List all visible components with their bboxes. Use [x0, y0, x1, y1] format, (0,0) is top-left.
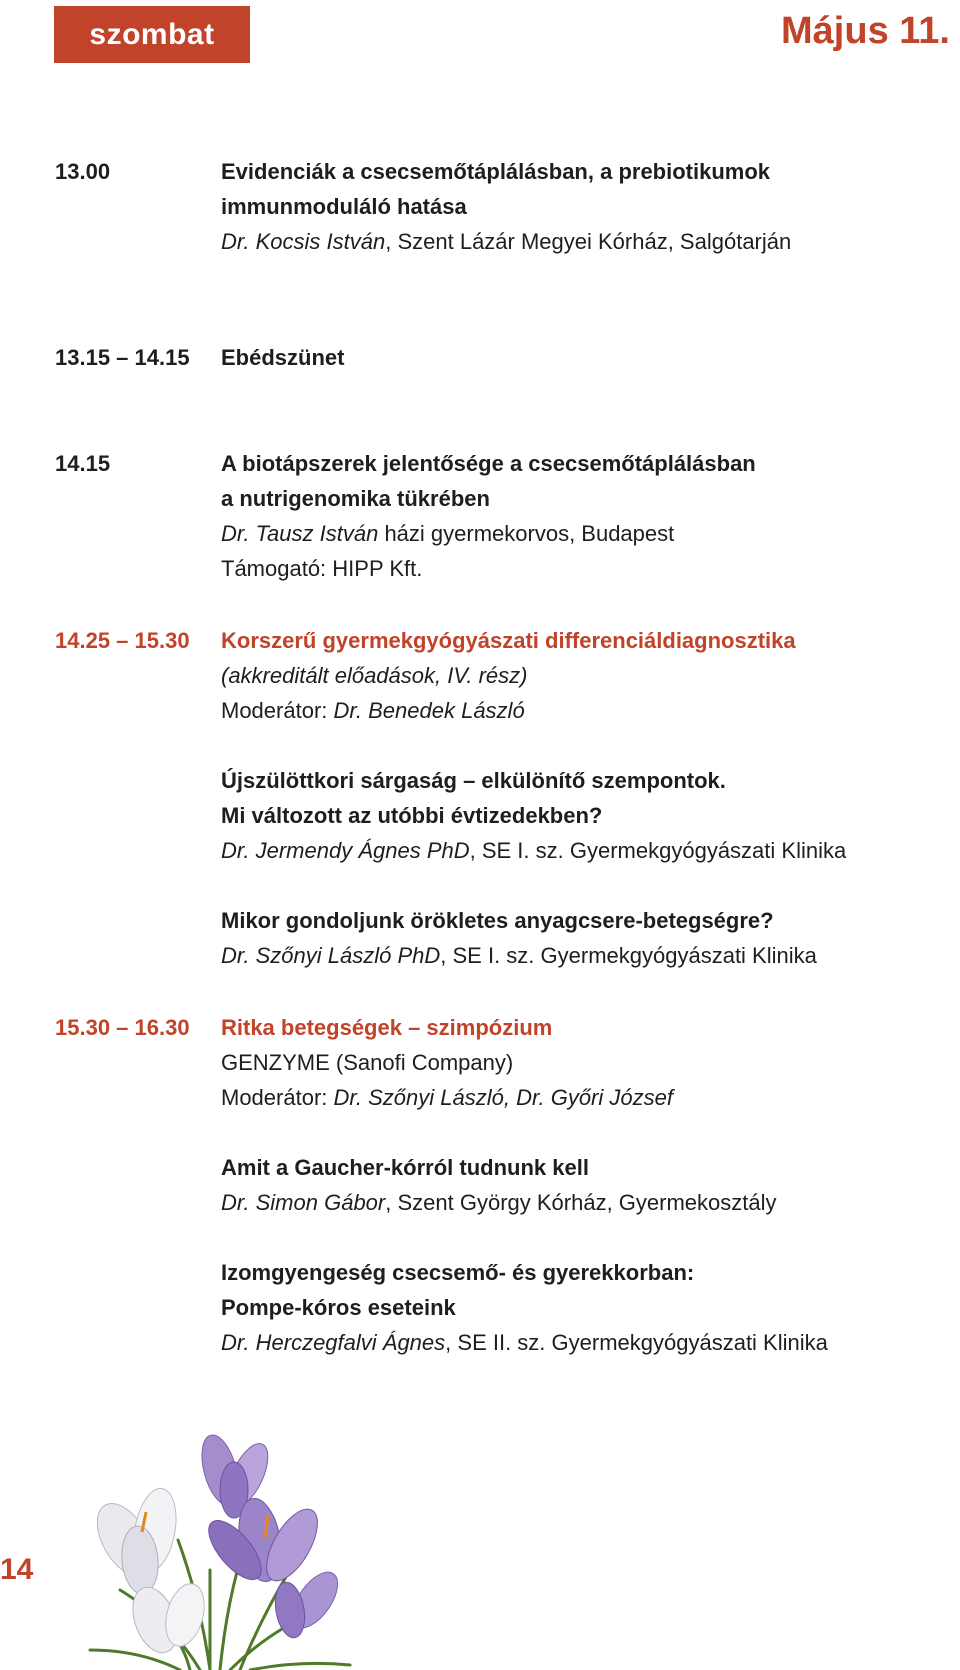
talk-title: Izomgyengeség csecsemő- és gyerekkorban: [221, 1260, 695, 1285]
session-title: Korszerű gyermekgyógyászati differenciáldiagnosztika [221, 628, 796, 653]
talk-title: Pompe-kóros eseteink [221, 1295, 456, 1320]
session-title: Ritka betegségek – szimpózium [221, 1015, 553, 1040]
speaker-name: Dr. Tausz István [221, 521, 379, 546]
session-sponsor: GENZYME (Sanofi Company) [221, 1050, 514, 1075]
moderator-line [221, 1080, 941, 1115]
page-date: Május 11. [781, 10, 950, 52]
speaker-name: Dr. Jermendy Ágnes PhD [221, 838, 470, 863]
speaker-line [221, 516, 941, 551]
moderator-label: Moderátor: [221, 1085, 334, 1110]
moderator-line [221, 693, 941, 728]
session-time: 15.30 – 16.30 [55, 1015, 190, 1040]
talk-title: a nutrigenomika tükrében [221, 486, 490, 511]
break-title: Ebédszünet [221, 345, 345, 370]
entry-time: 13.15 – 14.15 [55, 345, 190, 370]
speaker-name: Dr. Kocsis István [221, 229, 386, 254]
talk-title: Mi változott az utóbbi évtizedekben? [221, 803, 603, 828]
talk-title: immunmoduláló hatása [221, 194, 467, 219]
session-note: (akkreditált előadások, IV. rész) [221, 663, 528, 688]
speaker-affiliation: házi gyermekorvos, Budapest [378, 521, 675, 546]
speaker-line [221, 833, 941, 868]
speaker-affiliation: , SE II. sz. Gyermekgyógyászati Klinika [445, 1330, 828, 1355]
speaker-name: Dr. Szőnyi László PhD [221, 943, 441, 968]
moderator-label: Moderátor: [221, 698, 334, 723]
speaker-affiliation: , Szent György Kórház, Gyermekosztály [385, 1190, 777, 1215]
talk-title: Amit a Gaucher-kórról tudnunk kell [221, 1155, 589, 1180]
support-line: Támogató: HIPP Kft. [221, 556, 423, 581]
speaker-affiliation: , Szent Lázár Megyei Kórház, Salgótarján [385, 229, 792, 254]
page-number: 14 [0, 1553, 34, 1586]
moderator-name: Dr. Szőnyi László, Dr. Győri József [333, 1085, 673, 1110]
day-label: szombat [89, 17, 215, 51]
day-badge [54, 6, 250, 63]
speaker-name: Dr. Herczegfalvi Ágnes [221, 1330, 446, 1355]
speaker-line [221, 1325, 941, 1360]
session-time: 14.25 – 15.30 [55, 628, 190, 653]
speaker-line [221, 224, 941, 259]
crocus-flowers-image [60, 1420, 380, 1670]
moderator-name: Dr. Benedek László [333, 698, 525, 723]
entry-time: 14.15 [55, 451, 111, 476]
entry-time: 13.00 [55, 159, 111, 184]
talk-title: Evidenciák a csecsemőtáplálásban, a prebiotikumok [221, 159, 771, 184]
talk-title: A biotápszerek jelentősége a csecsemőtáplálásban [221, 451, 756, 476]
speaker-affiliation: , SE I. sz. Gyermekgyógyászati Klinika [440, 943, 817, 968]
talk-title: Mikor gondoljunk örökletes anyagcsere-betegségre? [221, 908, 774, 933]
talk-title: Újszülöttkori sárgaság – elkülönítő szempontok. [221, 768, 726, 793]
speaker-line [221, 938, 941, 973]
speaker-name: Dr. Simon Gábor [221, 1190, 386, 1215]
speaker-line [221, 1185, 941, 1220]
speaker-affiliation: , SE I. sz. Gyermekgyógyászati Klinika [469, 838, 847, 863]
